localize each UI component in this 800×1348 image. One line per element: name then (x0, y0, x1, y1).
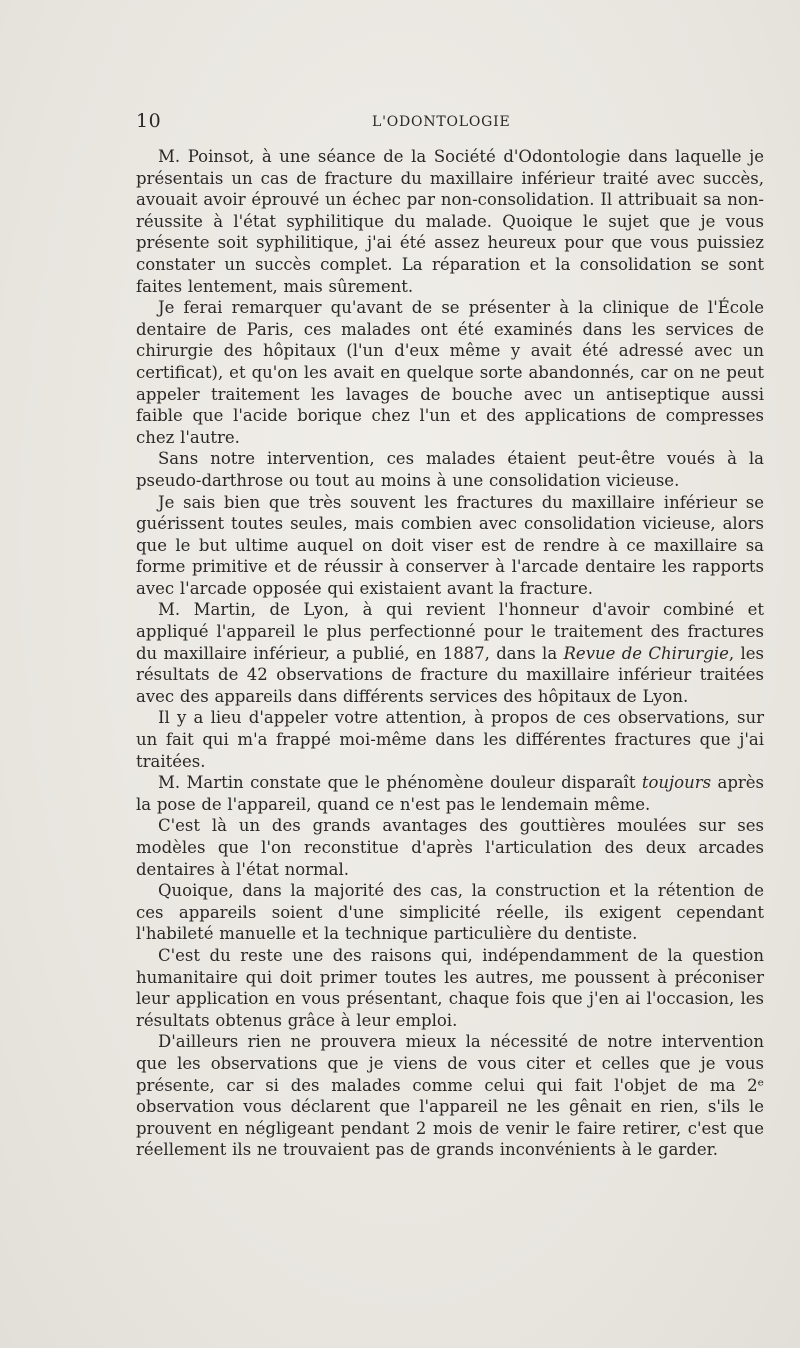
paragraph (136, 945, 764, 1031)
paragraph (136, 492, 764, 600)
paragraph-text: D'ailleurs rien ne prouvera mieux la nécessité de notre intervention que les observations que je viens de vous citer et celles que je vous présente, car si des malades comme celui qui fait l'objet de ma 2ᵉ observation vous déclarent que l'appareil ne les gênait en rien, s'ils le prouvent en négligeant pendant 2 mois de venir le faire retirer, c'est que réellement ils ne trouvaient pas de grands inconvénients à le garder. (136, 1032, 764, 1160)
paragraph-text: Je ferai remarquer qu'avant de se présenter à la clinique de l'École dentaire de Paris, ces malades ont été examinés dans les services de chirurgie des hôpitaux (l'un d'eux même y avait été adressé avec un certificat), et qu'on les avait en quelque sorte abandonnés, car on ne peut appeler traitement les lavages de bouche avec un antiseptique aussi faible que l'acide borique chez l'un et des applications de compresses chez l'autre. (136, 298, 764, 447)
paragraph (136, 707, 764, 772)
body-text (136, 146, 764, 1161)
paragraph (136, 448, 764, 491)
paragraph (136, 146, 764, 297)
journal-title: Revue de Chirurgie (563, 643, 729, 663)
paragraph (136, 815, 764, 880)
paragraph-text: Sans notre intervention, ces malades étaient peut-être voués à la pseudo-darthrose ou tout au moins à une consolidation vicieuse. (136, 449, 764, 490)
paragraph (136, 772, 764, 815)
paragraph (136, 297, 764, 448)
paragraph (136, 599, 764, 707)
page-header (136, 110, 764, 136)
paragraph (136, 880, 764, 945)
paragraph-text: M. Martin, de Lyon, à qui revient l'honneur d'avoir combiné et appliqué l'appareil le plus perfectionné pour le traitement des fractures du maxillaire inférieur, a publié, en 1887, dans la (136, 600, 764, 663)
paragraph-text: Il y a lieu d'appeler votre attention, à propos de ces observations, sur un fait qui m'a frappé moi-même dans les différentes fractures que j'ai traitées. (136, 708, 764, 771)
paragraph-text: , les résultats de 42 observations de fracture du maxillaire inférieur traitées avec des appareils dans différents services des hôpitaux de Lyon. (136, 643, 764, 706)
paragraph-text: Je sais bien que très souvent les fractures du maxillaire inférieur se guérissent toutes seules, mais combien avec consolidation vicieuse, alors que le but ultime auquel on doit viser est de rendre à ce maxillaire sa forme primitive et de réussir à conserver à l'arcade dentaire les rapports avec l'arcade opposée qui existaient avant la fracture. (136, 492, 764, 598)
paragraph-text: Quoique, dans la majorité des cas, la construction et la rétention de ces appareils soient d'une simplicité réelle, ils exigent cependant l'habileté manuelle et la technique particulière du dentiste. (136, 881, 764, 944)
emphasis-text: toujours (641, 773, 712, 793)
paragraph-text: C'est là un des grands avantages des gouttières moulées sur ses modèles que l'on reconstitue d'après l'articulation des deux arcades dentaires à l'état normal. (136, 816, 764, 879)
running-title: L'ODONTOLOGIE (372, 114, 511, 130)
paragraph-text: après la pose de l'appareil, quand ce n'est pas le lendemain même. (136, 773, 765, 814)
paragraph-text: M. Poinsot, à une séance de la Société d'Odontologie dans laquelle je présentais un cas de fracture du maxillaire inférieur traité avec succès, avouait avoir éprouvé un échec par non-consolidation. Il attribuait sa non-réussite à l'état syphilitique du malade. Quoique le sujet que je vous présente soit syphilitique, j'ai été assez heureux pour que vous puissiez constater un succès complet. La réparation et la consolidation se sont faites lentement, mais sûrement. (136, 147, 764, 296)
paragraph-text: C'est du reste une des raisons qui, indépendamment de la question humanitaire qui doit primer toutes les autres, me poussent à préconiser leur application en vous présentant, chaque fois que j'en ai l'occasion, les résultats obtenus grâce à leur emploi. (136, 945, 764, 1030)
paragraph-text: M. Martin constate que le phénomène douleur disparaît (158, 773, 642, 793)
page-number: 10 (136, 110, 162, 132)
paragraph (136, 1031, 764, 1161)
